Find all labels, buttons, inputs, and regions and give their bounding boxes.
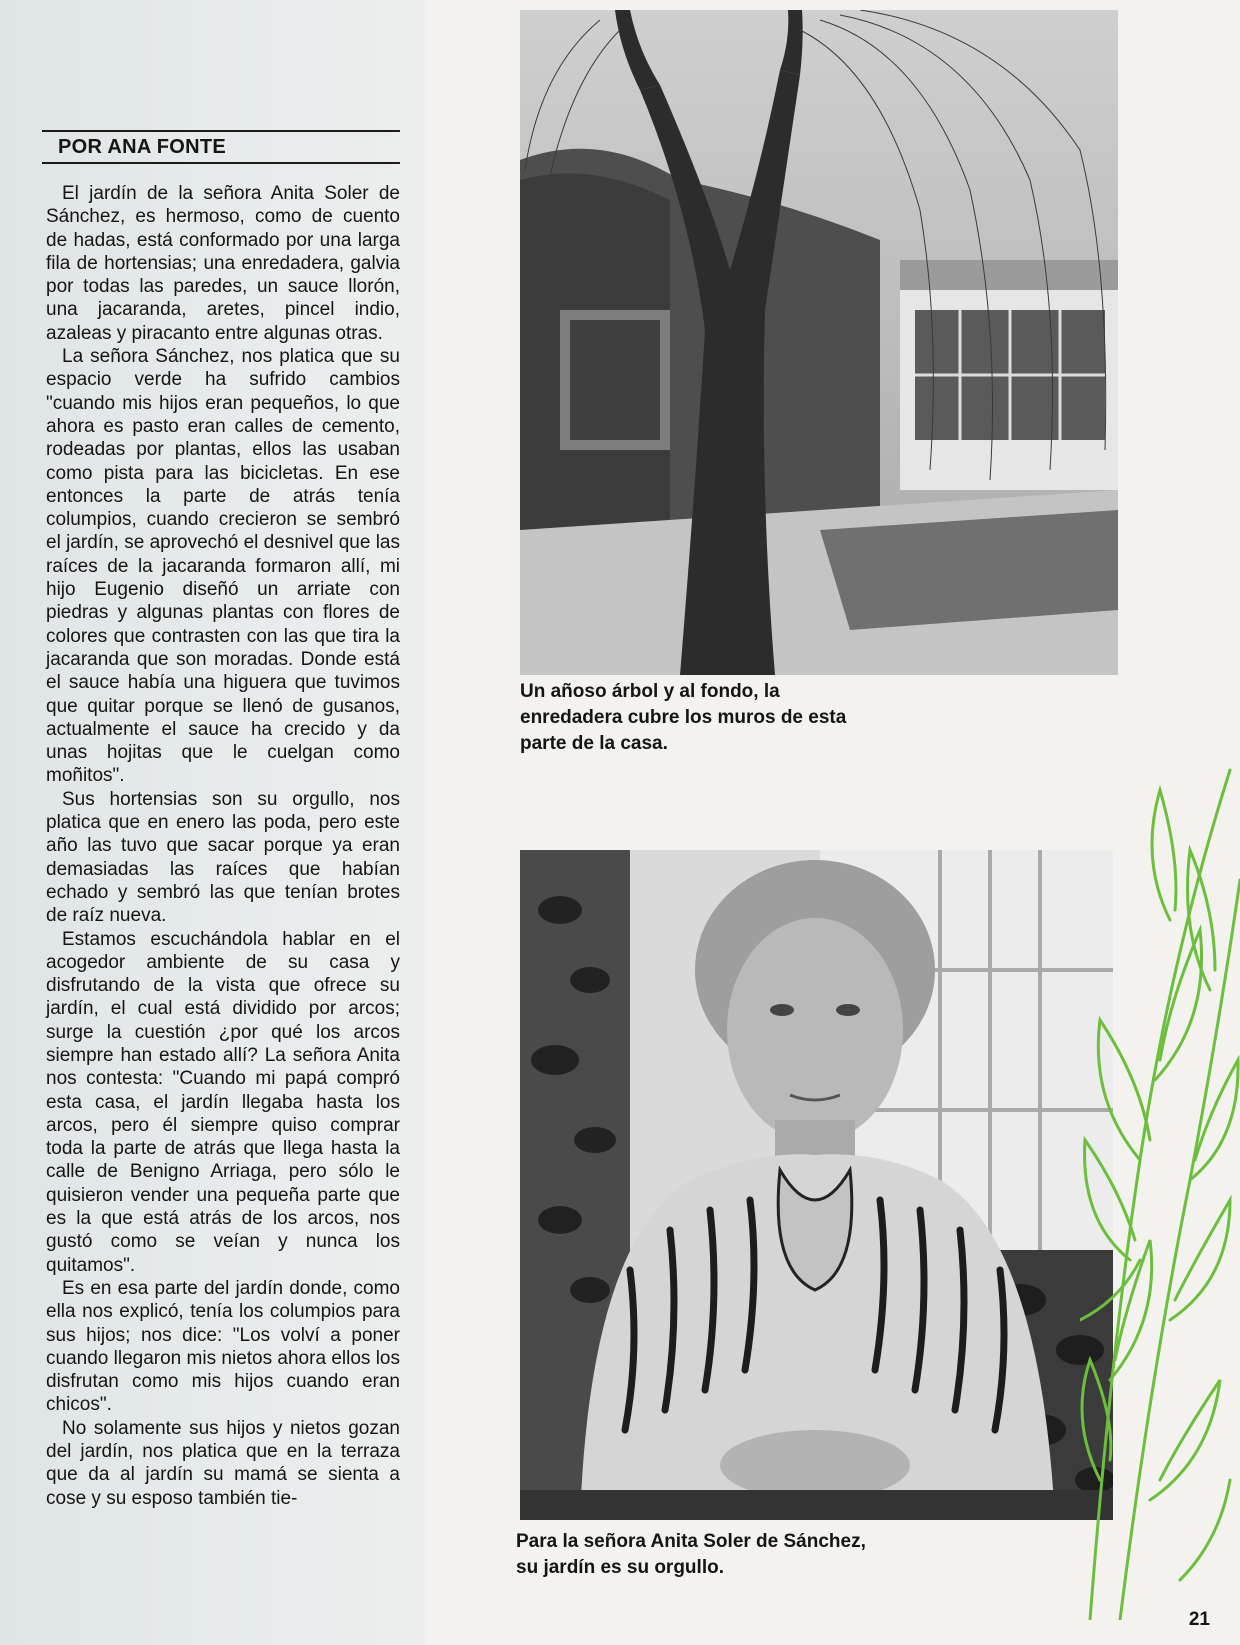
paragraph: Estamos escuchándola hablar en el acogedor ambiente de su casa y disfrutando de la vista que ofrece su jardín, el cual está dividido por arcos; surge la cuestión ¿por qué los arcos siempre han estado allí? La señora Anita nos contesta: "Cuando mi papá compró esta casa, el jardín llegaba hasta los arcos, pero él siempre quiso comprar toda la parte de atrás que llega hasta la calle de Benigno Arriaga, pero sólo le quisieron vender una pequeña parte que es la que está atrás de los arcos, nos gustó como se veían y nunca los quitamos".	[46, 928, 400, 1276]
byline: POR ANA FONTE	[42, 130, 400, 164]
garden-photo	[520, 10, 1118, 675]
plant-ornament-illustration	[1080, 760, 1240, 1620]
paragraph: No solamente sus hijos y nietos gozan del jardín, nos platica que en la terraza que da al jardín su mamá se sienta a cose y su esposo también tie-	[46, 1417, 400, 1509]
paragraph: El jardín de la señora Anita Soler de Sánchez, es hermoso, como de cuento de hadas, está conformado por una larga fila de hortensias; una enredadera, galvia por todas las paredes, un sauce llorón, una jacaranda, aretes, pincel indio, azaleas y piracanto entre algunas otras.	[46, 183, 400, 344]
paragraph: Es en esa parte del jardín donde, como ella nos explicó, tenía los columpios para sus hijos; nos dice: "Los volví a poner cuando llegaron mis nietos ahora ellos los disfrutan como mis hijos cuando eran chicos".	[46, 1277, 400, 1416]
garden-photo-caption: Un añoso árbol y al fondo, la enredadera cubre los muros de esta parte de la casa.	[520, 681, 847, 754]
paragraph: La señora Sánchez, nos platica que su espacio verde ha sufrido cambios "cuando mis hijos eran pequeños, lo que ahora es pasto eran calles de cemento, rodeadas por plantas, ellos las usaban como pista para las bicicletas. En ese entonces la parte de atrás tenía columpios, cuando crecieron se sembró el jardín, se aprovechó el desnivel que las raíces de la jacaranda formaron allí, mi hijo Eugenio diseñó un arriate con piedras y algunas plantas con flores de colores que contrasten con las que tira la jacaranda que son moradas. Donde está el sauce había una higuera que tuvimos que quitar porque se llenó de gusanos, actualmente el sauce ha crecido y da unas hojitas que le cuelgan como moñitos".	[46, 346, 400, 787]
portrait-photo	[520, 850, 1113, 1520]
portrait-photo-caption: Para la señora Anita Soler de Sánchez, su jardín es su orgullo.	[516, 1531, 866, 1578]
article-body	[46, 182, 400, 1510]
page-number: 21	[1188, 1609, 1210, 1630]
paragraph: Sus hortensias son su orgullo, nos platica que en enero las poda, pero este año las tuvo que sacar porque ya eran demasiadas las raíces que habían echado y sembró las que tenían brotes de raíz nueva.	[46, 788, 400, 927]
